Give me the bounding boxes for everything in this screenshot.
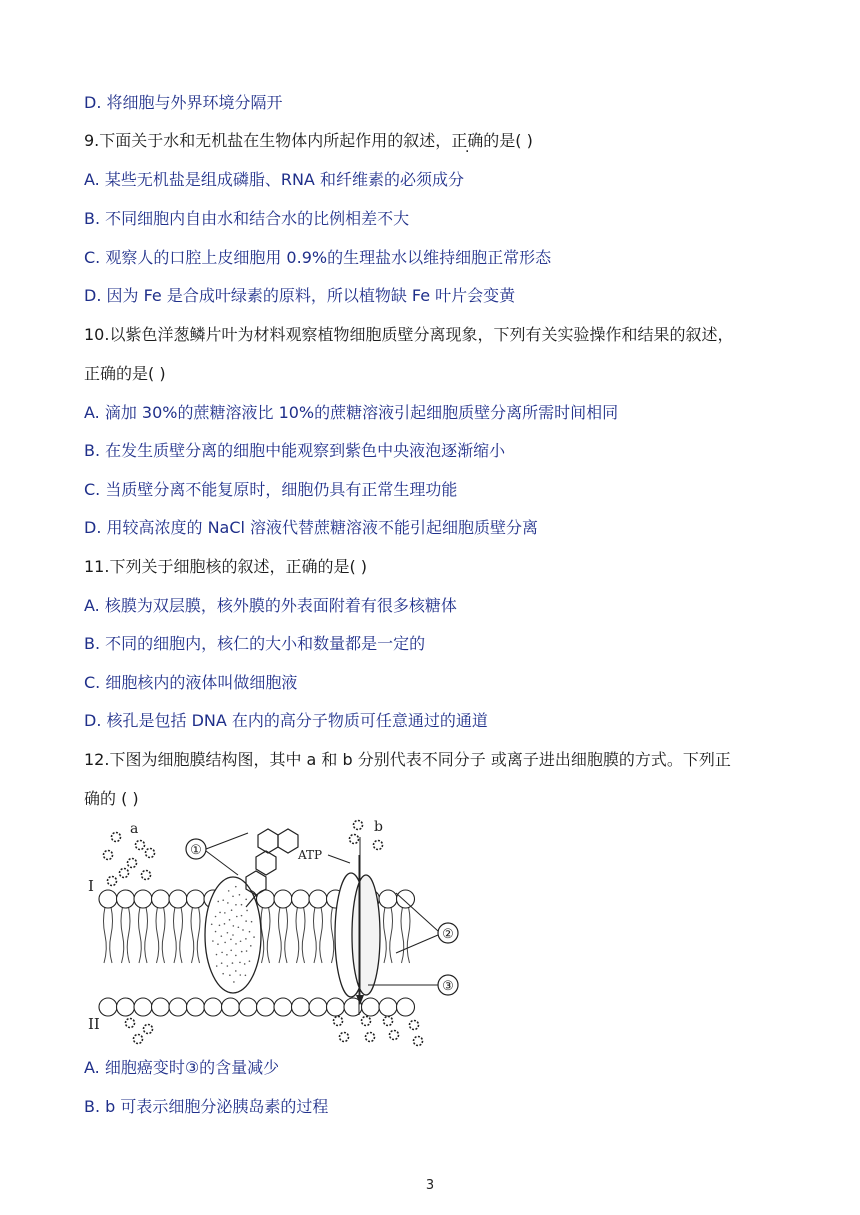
option-12b: B. b 可表示细胞分泌胰岛素的过程 [84, 1097, 329, 1116]
lipid-head-top [274, 890, 292, 908]
lipid-tail [110, 907, 113, 963]
lipid-tail [180, 907, 183, 963]
protein-dot [221, 952, 223, 954]
label-side-I: I [88, 877, 94, 895]
protein-dot [235, 943, 237, 945]
protein-dot [250, 945, 252, 947]
lipid-head-top [169, 890, 187, 908]
protein-dot [224, 923, 226, 925]
lipid-head-bottom [187, 998, 205, 1016]
molecule-b [384, 1017, 393, 1026]
option-11a: A. 核膜为双层膜，核外膜的外表面附着有很多核糖体 [84, 596, 457, 615]
protein-dot [239, 962, 241, 964]
cell-membrane-diagram [88, 815, 468, 1050]
lipid-head-bottom [309, 998, 327, 1016]
lipid-tail [285, 907, 288, 963]
pointer-1a [206, 833, 248, 849]
protein-dot [219, 912, 221, 914]
label-a: a [130, 821, 139, 837]
molecule-b [414, 1037, 423, 1046]
lipid-tail [127, 907, 130, 963]
question-12-line2: 确的 ( ) [84, 789, 139, 808]
protein-dot [241, 915, 243, 917]
lipid-head-bottom [152, 998, 170, 1016]
protein-dot [244, 963, 246, 965]
protein-dot [239, 974, 241, 976]
pointer-2a [396, 893, 438, 931]
lipid-head-top [309, 890, 327, 908]
lipid-head-top [292, 890, 310, 908]
molecule-a [126, 1019, 135, 1028]
lipid-head-bottom [292, 998, 310, 1016]
option-11b: B. 不同的细胞内，核仁的大小和数量都是一定的 [84, 634, 426, 653]
molecule-a [128, 859, 137, 868]
protein-dot [246, 950, 248, 952]
protein-dot [211, 923, 213, 925]
protein-dot [235, 970, 237, 972]
protein-dot [246, 910, 248, 912]
lipid-tail [174, 907, 177, 963]
protein-dot [236, 916, 238, 918]
lipid-head-top [397, 890, 415, 908]
label-side-II: II [88, 1015, 100, 1033]
lipid-tail [191, 907, 194, 963]
lipid-tail [267, 907, 270, 963]
lipid-head-top [134, 890, 152, 908]
protein-dot [235, 886, 237, 888]
molecule-a [142, 871, 151, 880]
protein-dot [216, 965, 218, 967]
label-atp: ATP [298, 848, 323, 862]
molecule-b [334, 1017, 343, 1026]
question-9 [84, 131, 533, 151]
option-11d: D. 核孔是包括 DNA 在内的高分子物质可任意通过的通道 [84, 711, 488, 730]
lipid-tail [302, 907, 305, 963]
molecule-b [362, 1017, 371, 1026]
protein-dot [227, 932, 229, 934]
protein-dot [233, 925, 235, 927]
lipid-head-bottom [239, 998, 257, 1016]
protein-dot [239, 894, 241, 896]
molecule-a [108, 877, 117, 886]
lipid-head-bottom [222, 998, 240, 1016]
protein-dot [224, 942, 226, 944]
protein-dot [230, 939, 232, 941]
question-10-line2: 正确的是( ) [84, 364, 166, 383]
molecule-a [144, 1025, 153, 1034]
lipid-tail [320, 907, 323, 963]
label-1: ① [190, 843, 202, 858]
lipid-tail [156, 907, 159, 963]
option-10c: C. 当质壁分离不能复原时，细胞仍具有正常生理功能 [84, 480, 458, 499]
option-11c: C. 细胞核内的液体叫做细胞液 [84, 673, 298, 692]
protein-dot [249, 960, 251, 962]
lipid-head-bottom [204, 998, 222, 1016]
protein-dot [249, 931, 251, 933]
label-2: ② [442, 927, 454, 942]
option-9c: C. 观察人的口腔上皮细胞用 0.9%的生理盐水以维持细胞正常形态 [84, 248, 552, 267]
lipid-head-bottom [117, 998, 135, 1016]
protein-dot [227, 965, 229, 967]
protein-dot [232, 895, 234, 897]
protein-dot [231, 909, 233, 911]
molecule-b [354, 821, 363, 830]
molecule-b [366, 1033, 375, 1042]
question-9-stem: 9.下面关于水和无机盐在生物体内所起作用的叙述， [84, 131, 452, 150]
lipid-head-top [187, 890, 205, 908]
lipid-tail [279, 907, 282, 963]
lipid-head-top [99, 890, 117, 908]
protein-dot [226, 954, 228, 956]
protein-dot [242, 929, 244, 931]
molecule-a [136, 841, 145, 850]
protein-dot [221, 935, 223, 937]
page-number: 3 [425, 1178, 435, 1193]
protein-dot [222, 973, 224, 975]
protein-dot [212, 940, 214, 942]
label-3: ③ [442, 979, 454, 994]
carrier-protein-right-half [352, 875, 380, 995]
option-10b: B. 在发生质壁分离的细胞中能观察到紫色中央液泡逐渐缩小 [84, 441, 506, 460]
lipid-tail [162, 907, 165, 963]
lipid-head-bottom [257, 998, 275, 1016]
lipid-head-bottom [274, 998, 292, 1016]
protein-dot [224, 912, 226, 914]
label-b: b [374, 819, 383, 835]
protein-dot [235, 904, 237, 906]
lipid-head-bottom [379, 998, 397, 1016]
protein-dot [215, 916, 217, 918]
protein-dot [229, 974, 231, 976]
lipid-tail [296, 907, 299, 963]
question-11: 11.下列关于细胞核的叙述，正确的是( ) [84, 557, 368, 576]
lipid-head-bottom [397, 998, 415, 1016]
protein-dot [215, 931, 217, 933]
pointer-2b [396, 935, 438, 953]
protein-dot [219, 924, 221, 926]
protein-dot [240, 940, 242, 942]
option-9d: D. 因为 Fe 是合成叶绿素的原料，所以植物缺 Fe 叶片会变黄 [84, 286, 516, 305]
molecule-b [374, 841, 383, 850]
atp-arrow [328, 855, 350, 863]
lipid-head-top [152, 890, 170, 908]
lipid-tail [104, 907, 107, 963]
protein-dot [253, 936, 255, 938]
molecule-a [134, 1035, 143, 1044]
protein-dot [245, 974, 247, 976]
lipid-tail [407, 907, 410, 963]
protein-dot [228, 890, 230, 892]
option-10a: A. 滴加 30%的蔗糖溶液比 10%的蔗糖溶液引起细胞质壁分离所需时间相同 [84, 403, 619, 422]
lipid-head-top [379, 890, 397, 908]
question-12-line1: 12.下图为细胞膜结构图，其中 a 和 b 分别代表不同分子 或离子进出细胞膜的方式。下列正 [84, 750, 731, 769]
molecule-a [104, 851, 113, 860]
lipid-tail [139, 907, 142, 963]
molecule-b [340, 1033, 349, 1042]
lipid-tail [121, 907, 124, 963]
molecule-b [390, 1031, 399, 1040]
lipid-tail [390, 907, 393, 963]
protein-dot [235, 955, 237, 957]
protein-dot [233, 981, 235, 983]
lipid-head-bottom [99, 998, 117, 1016]
protein-dot [245, 920, 247, 922]
lipid-head-bottom [169, 998, 187, 1016]
lipid-head-bottom [134, 998, 152, 1016]
lipid-head-bottom [327, 998, 345, 1016]
lipid-tail [331, 907, 334, 963]
molecule-b [350, 835, 359, 844]
protein-dot [232, 962, 234, 964]
protein-dot [221, 962, 223, 964]
protein-dot [241, 904, 243, 906]
lipid-tail [384, 907, 387, 963]
protein-dot [216, 954, 218, 956]
protein-dot [238, 926, 240, 928]
protein-dot [217, 901, 219, 903]
option-10d: D. 用较高浓度的 NaCl 溶液代替蔗糖溶液不能引起细胞质壁分离 [84, 518, 539, 537]
protein-dot [245, 938, 247, 940]
protein-dot [232, 934, 234, 936]
protein-dot [229, 919, 231, 921]
lipid-tail [197, 907, 200, 963]
protein-dot [227, 902, 229, 904]
option-8d: D. 将细胞与外界环境分隔开 [84, 93, 283, 112]
protein-dot [245, 899, 247, 901]
question-9-bracket: 的是( ) [483, 131, 533, 150]
protein-dot [222, 899, 224, 901]
lipid-tail [314, 907, 317, 963]
emphasis-mark: 正确 [451, 131, 484, 150]
question-10-line1: 10.以紫色洋葱鳞片叶为材料观察植物细胞质壁分离现象，下列有关实验操作和结果的叙述， [84, 325, 734, 344]
option-9b: B. 不同细胞内自由水和结合水的比例相差不大 [84, 209, 410, 228]
lipid-tail [145, 907, 148, 963]
pointer-1b [206, 851, 238, 875]
molecule-b [410, 1021, 419, 1030]
molecule-a [120, 869, 129, 878]
protein-dot [217, 943, 219, 945]
lipid-head-bottom [362, 998, 380, 1016]
option-12a: A. 细胞癌变时③的含量减少 [84, 1058, 280, 1077]
lipid-tail [401, 907, 404, 963]
lipid-head-top [117, 890, 135, 908]
molecule-a [146, 849, 155, 858]
molecule-a [112, 833, 121, 842]
protein-dot [251, 921, 253, 923]
protein-dot [230, 949, 232, 951]
protein-dot [241, 951, 243, 953]
option-9a: A. 某些无机盐是组成磷脂、RNA 和纤维素的必须成分 [84, 170, 464, 189]
